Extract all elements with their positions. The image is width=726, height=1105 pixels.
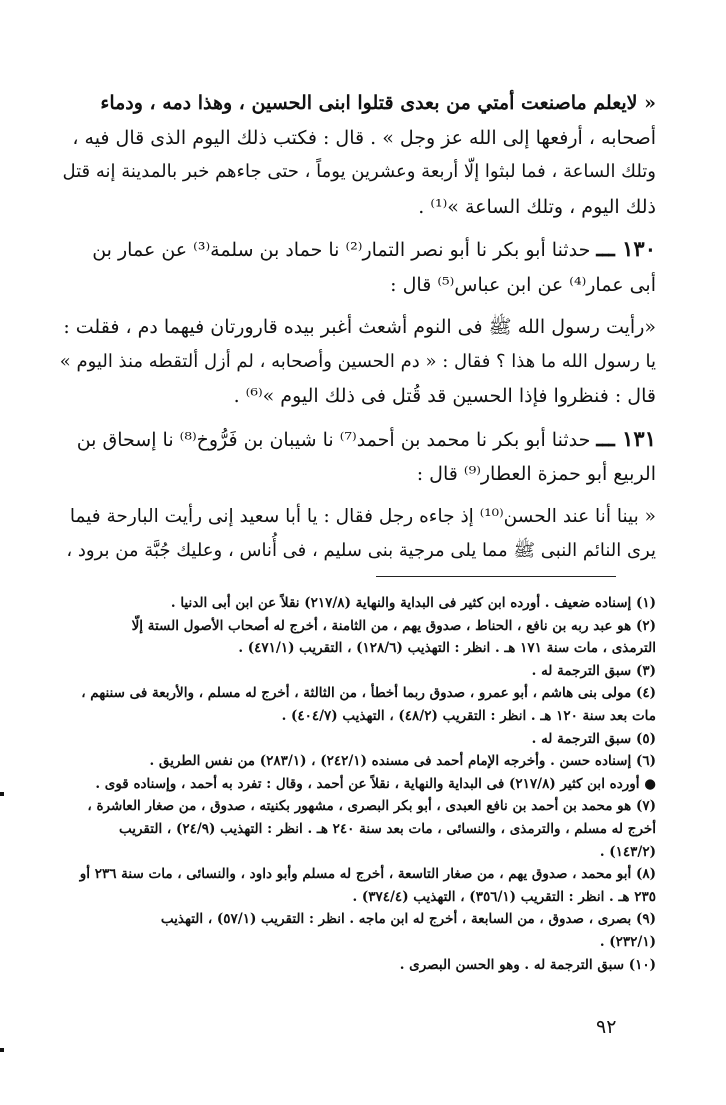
text-line: « بينا أنا عند الحسن⁽¹⁰⁾ إذ جاءه رجل فقال : يا أبا سعيد إنى رأيت البارحة فيما [69, 505, 656, 527]
footnote-line: (٩) بصرى ، صدوق ، من السابعة ، أخرج له ابن ماجه . انظر : التقريب (٥٧/١) ، التهذيب [160, 911, 656, 928]
text-line: يرى النائم النبى ﷺ مما يلى مرجية بنى سليم ، فى أُناس ، وعليك جُبَّة من برود ، [66, 540, 656, 561]
hadith-number: ١٣١ ـــ [596, 425, 656, 451]
footnote-line: (٣) سبق الترجمة له . [531, 662, 656, 679]
footnote-line: (١) إسناده ضعيف . أورده ابن كثير فى البداية والنهاية (٢١٧/٨) نقلاً عن ابن أبى الدنيا . [170, 595, 656, 611]
footnotes [56, 592, 656, 976]
hadith-number: ١٣٠ ـــ [596, 236, 656, 261]
text-line: قال : فنظروا فإذا الحسين قد قُتل فى ذلك اليوم »⁽⁶⁾ . [233, 385, 656, 407]
margin-mark [0, 1048, 4, 1052]
footnote-line: (٢٣٢/١) . [599, 933, 656, 950]
footnote-line: (٦) إسناده حسن . وأخرجه الإمام أحمد فى مسنده (٢٤٢/١) ، (٢٨٣/١) من نفس الطريق . [149, 753, 656, 770]
footnote-line: مات بعد سنة ١٢٠ هـ . انظر : التقريب (٤٨/٢) ، التهذيب (٤٠٤/٧) . [281, 707, 656, 724]
text-line: «رأيت رسول الله ﷺ فى النوم أشعث أغبر بيده قارورتان فيهما دم ، فقلت : [63, 316, 656, 338]
footnote-line: (٨) أبو محمد ، صدوق يهم ، من صغار التاسعة ، أخرج له مسلم وأبو داود ، والنسائى ، مات سنة ٢٣٦ أو [79, 866, 656, 883]
footnote-line: ● أورده ابن كثير (٢١٧/٨) فى البداية والنهاية ، نقلاً عن أحمد ، وقال : تفرد به أحمد ، وإسناده قوى . [95, 775, 656, 792]
margin-mark [0, 792, 4, 796]
hadith-130-line: ١٣٠ ـــ حدثنا أبو بكر نا أبو نصر التمار⁽²⁾ نا حماد بن سلمة⁽³⁾ عن عمار بن [92, 236, 656, 261]
footnote-line: (٧) هو محمد بن أحمد بن نافع العبدى ، أبو بكر البصرى ، مشهور بكنيته ، صدوق ، من صغار العاشرة ، [87, 798, 656, 815]
footnote-line: أخرج له مسلم ، والترمذى ، والنسائى ، مات بعد سنة ٢٤٠ هـ . انظر : التهذيب (٢٤/٩) ، التقريب [118, 820, 656, 837]
text-line: أبى عمار⁽⁴⁾ عن ابن عباس⁽⁵⁾ قال : [390, 273, 656, 296]
text-line: الربيع أبو حمزة العطار⁽⁹⁾ قال : [416, 463, 656, 485]
footnote-line: (٥) سبق الترجمة له . [531, 730, 656, 747]
footnote-line: (١٤٣/٢) . [599, 843, 656, 860]
footnote-line: ٢٣٥ هـ . انظر : التقريب (٣٥٦/١) ، التهذيب (٣٧٤/٤) . [352, 888, 656, 905]
page-number: ٩٢ [596, 1016, 617, 1038]
footnote-line: الترمذى ، مات سنة ١٧١ هـ . انظر : التهذيب (١٢٨/٦) ، التقريب (٤٧١/١) . [238, 640, 656, 657]
main-text [56, 86, 656, 569]
text-line: أصحابه ، أرفعها إلى الله عز وجل » . قال : فكتب ذلك اليوم الذى قال فيه ، [72, 126, 656, 149]
text-line: يا رسول الله ما هذا ؟ فقال : « دم الحسين وأصحابه ، لم أزل ألتقطه منذ اليوم » [59, 350, 656, 372]
footnote-line: (١٠) سبق الترجمة له . وهو الحسن البصرى . [399, 956, 656, 973]
footnote-line: (٢) هو عبد ربه بن نافع ، الحناط ، صدوق يهم ، من الثامنة ، أخرج له أصحاب الأصول الستة إلّا [131, 617, 656, 634]
text-line: وتلك الساعة ، فما لبثوا إلّا أربعة وعشرين يوماً ، حتى جاءهم خبر بالمدينة إنه قتل [62, 161, 656, 182]
text-line: ذلك اليوم ، وتلك الساعة »⁽¹⁾ . [418, 195, 656, 218]
footnote-divider [376, 576, 616, 577]
hadith-131-line: ١٣١ ـــ حدثنا أبو بكر نا محمد بن أحمد⁽⁷⁾ نا شيبان بن فَرُّوخ⁽⁸⁾ نا إسحاق بن [76, 425, 656, 451]
text-line: « لايعلم ماصنعت أمتي من بعدى قتلوا ابنى الحسين ، وهذا دمه ، ودماء [100, 92, 656, 114]
footnote-line: (٤) مولى بنى هاشم ، أبو عمرو ، صدوق ربما أخطأ ، من الثالثة ، أخرج له مسلم ، والأربعة فى سننهم ، [81, 685, 656, 702]
